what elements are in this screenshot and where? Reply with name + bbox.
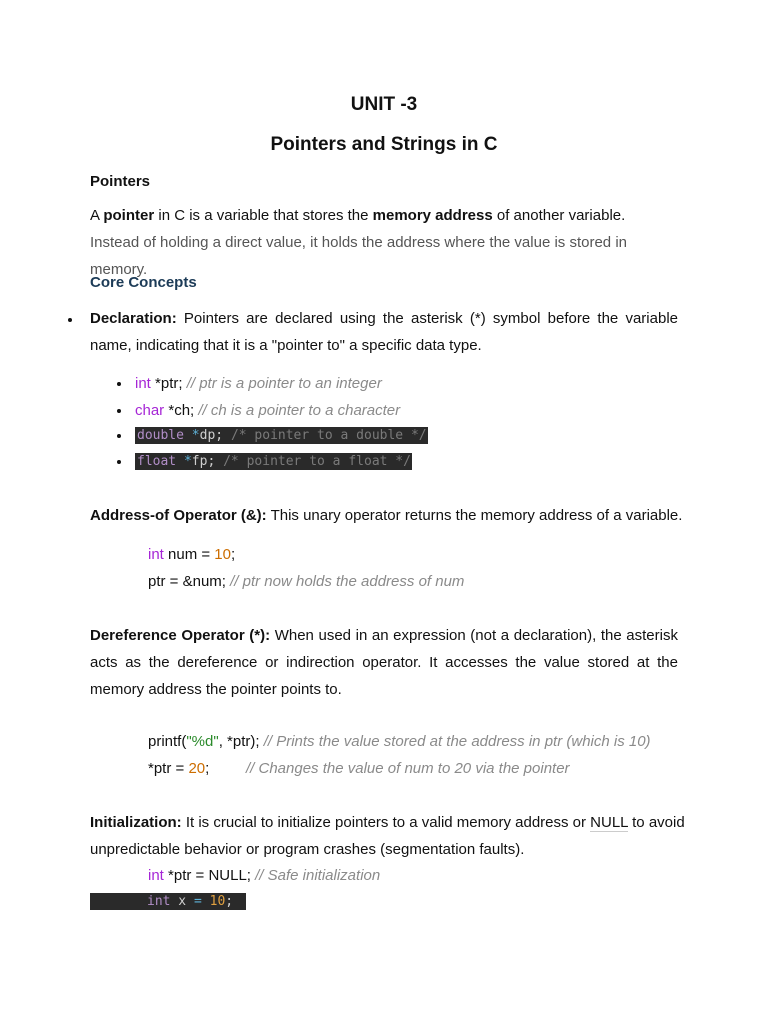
code-operator: =	[193, 894, 202, 909]
intro-text-3: of another variable.	[492, 207, 626, 224]
null-keyword: NULL	[590, 814, 628, 831]
code-keyword: int	[148, 546, 164, 563]
core-concepts-heading: Core Concepts	[90, 274, 197, 291]
code-keyword: double	[137, 428, 184, 443]
intro-paragraph	[90, 202, 678, 283]
initialization-paragraph	[90, 809, 690, 863]
declaration-text: Pointers are declared using the asterisk (*) symbol before the variable name, indicating that it is a "pointer to" a specific data type.	[90, 310, 678, 354]
address-of-code-line-1	[148, 546, 235, 563]
code-number: 20	[188, 760, 206, 777]
code-operator: *	[183, 428, 200, 443]
address-of-paragraph	[90, 502, 682, 529]
code-text: num =	[163, 546, 215, 563]
code-text: *ptr;	[150, 375, 187, 392]
declaration-label: Declaration:	[90, 310, 177, 327]
code-comment: // ch is a pointer to a character	[198, 402, 401, 419]
code-text: x	[170, 894, 194, 909]
address-of-text: This unary operator returns the memory address of a variable.	[266, 507, 683, 524]
code-text-end: ;	[205, 760, 210, 777]
decl-example-int	[135, 375, 382, 392]
dereference-code-line-2-comment: // Changes the value of num to 20 via the pointer	[246, 760, 570, 777]
dereference-label: Dereference Operator (*):	[90, 627, 271, 644]
code-text-end: ;	[230, 546, 236, 563]
initialization-text-2: to avoid unpredictable behavior or program crashes (segmentation faults).	[90, 814, 685, 858]
intro-text-4: Instead of holding a direct value, it holds the address where the value is stored in memory.	[90, 234, 627, 278]
code-comment: // ptr now holds the address of num	[230, 573, 465, 590]
example-bullet-1	[117, 382, 121, 386]
code-text: dp;	[199, 428, 231, 443]
code-keyword: char	[135, 402, 165, 419]
code-keyword: float	[137, 454, 177, 469]
address-of-code-line-2	[148, 573, 464, 590]
code-comment: // ptr is a pointer to an integer	[186, 375, 382, 392]
initialization-label: Initialization:	[90, 814, 182, 831]
code-keyword: int	[148, 867, 164, 884]
decl-example-double	[135, 427, 428, 444]
code-comment: // Prints the value stored at the address in ptr (which is 10)	[263, 733, 651, 750]
code-keyword: int	[147, 894, 171, 909]
initialization-code-line-1	[148, 867, 380, 884]
declaration-bullet	[68, 318, 72, 322]
intro-text-2: in C is a variable that stores the	[154, 207, 373, 224]
code-text: ptr = &num;	[148, 573, 231, 590]
code-comment: /* pointer to a float */	[223, 454, 411, 469]
dereference-paragraph	[90, 622, 678, 703]
code-text-2: , *ptr);	[218, 733, 264, 750]
decl-example-char	[135, 402, 400, 419]
code-number: 10	[214, 546, 231, 563]
code-string: "%d"	[186, 733, 219, 750]
initialization-code-line-2	[90, 893, 246, 910]
dereference-code-line-1	[148, 733, 651, 750]
example-bullet-2	[117, 409, 121, 413]
intro-bold-memory-address: memory address	[372, 207, 493, 224]
chapter-title: Pointers and Strings in C	[270, 134, 498, 155]
example-bullet-3	[117, 434, 121, 438]
pointers-heading: Pointers	[90, 173, 151, 190]
code-number: 10	[201, 894, 226, 909]
intro-bold-pointer: pointer	[103, 207, 155, 224]
address-of-label: Address-of Operator (&):	[90, 507, 267, 524]
unit-title: UNIT -3	[350, 94, 418, 115]
code-text: printf(	[148, 733, 187, 750]
initialization-text-1: It is crucial to initialize pointers to a valid memory address or	[181, 814, 591, 831]
code-comment: // Safe initialization	[255, 867, 381, 884]
code-operator: *	[176, 454, 192, 469]
code-text: *ch;	[164, 402, 199, 419]
decl-example-float	[135, 453, 412, 470]
intro-text-1: A	[90, 207, 104, 224]
dereference-code-line-2	[148, 760, 209, 777]
example-bullet-4	[117, 460, 121, 464]
code-text: *ptr = NULL;	[163, 867, 256, 884]
code-text-end: ;	[225, 894, 234, 909]
code-comment: /* pointer to a double */	[230, 428, 427, 443]
code-keyword: int	[135, 375, 151, 392]
code-text: fp;	[191, 454, 224, 469]
dereference-text: When used in an expression (not a declaration), the asterisk acts as the dereference or indirection operator. It accesses the value stored at the memory address the pointer points to.	[90, 627, 678, 698]
code-text: *ptr =	[148, 760, 189, 777]
declaration-paragraph	[90, 305, 678, 359]
